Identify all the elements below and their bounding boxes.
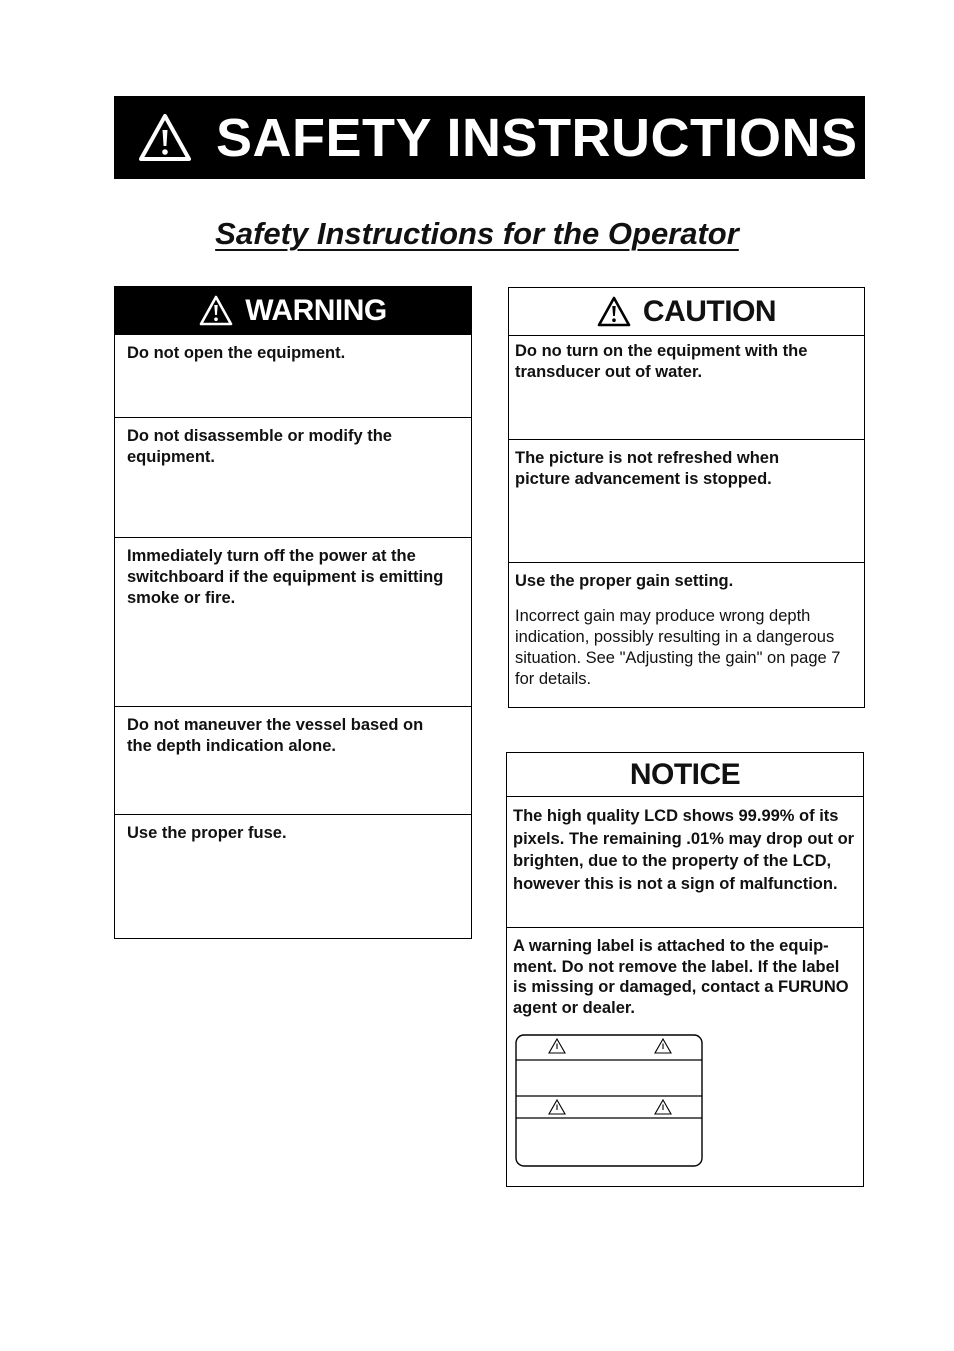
- warning-item-text: Use the proper fuse.: [127, 824, 287, 842]
- warning-item-text: Do not maneuver the vessel based on the depth indication alone.: [127, 716, 424, 755]
- notice-label: NOTICE: [629, 757, 741, 791]
- notice-item: [507, 797, 863, 928]
- page-title: SAFETY INSTRUCTIONS: [216, 107, 858, 168]
- warning-triangle-icon: [655, 1039, 671, 1053]
- caution-item-text: Use the proper gain setting.: [515, 572, 734, 590]
- warning-item-text: Immediately turn off the power at the switchboard if the equipment is emitting smoke or fire.: [127, 547, 444, 607]
- warning-triangle-icon: [549, 1039, 565, 1053]
- subtitle-text: Safety Instructions for the Operator: [215, 216, 739, 251]
- caution-item: [509, 336, 864, 440]
- caution-panel: [508, 287, 865, 708]
- caution-label: CAUTION: [642, 294, 777, 328]
- caution-item: [509, 563, 864, 706]
- warning-item: [115, 538, 471, 707]
- title-banner: [114, 96, 865, 179]
- caution-item: [509, 440, 864, 563]
- warning-label-illustration: [515, 1034, 703, 1167]
- warning-triangle-icon: [138, 113, 192, 163]
- warning-triangle-icon: [655, 1100, 671, 1114]
- notice-item-text: A warning label is attached to the equip-ment. Do not remove the label. If the label is missing or damaged, contact a FURUNO agent or dealer.: [513, 937, 849, 1017]
- caution-item-text: The picture is not refreshed when picture advancement is stopped.: [515, 449, 780, 488]
- warning-triangle-icon: [549, 1100, 565, 1114]
- caution-item-detail: Incorrect gain may produce wrong depth indication, possibly resulting in a dangerous situation. See "Adjusting the gain" on page 7 for details.: [515, 607, 841, 688]
- warning-item: [115, 418, 471, 538]
- caution-header: [509, 288, 864, 336]
- warning-triangle-icon: [597, 296, 631, 328]
- warning-item: [115, 707, 471, 815]
- notice-item-text: The high quality LCD shows 99.99% of its pixels. The remaining .01% may drop out or brighten, due to the property of the LCD, however this is not a sign of malfunction.: [513, 807, 855, 893]
- warning-panel: [114, 286, 472, 939]
- warning-label: WARNING: [245, 293, 387, 327]
- subtitle: [0, 216, 954, 252]
- warning-item-text: Do not open the equipment.: [127, 344, 346, 362]
- caution-item-text: Do no turn on the equipment with the transducer out of water.: [515, 342, 808, 381]
- notice-header: [507, 753, 863, 797]
- warning-header: [115, 287, 471, 335]
- warning-item-text: Do not disassemble or modify the equipment.: [127, 427, 392, 466]
- warning-item: [115, 335, 471, 418]
- warning-triangle-icon: [199, 295, 233, 327]
- warning-item: [115, 815, 471, 937]
